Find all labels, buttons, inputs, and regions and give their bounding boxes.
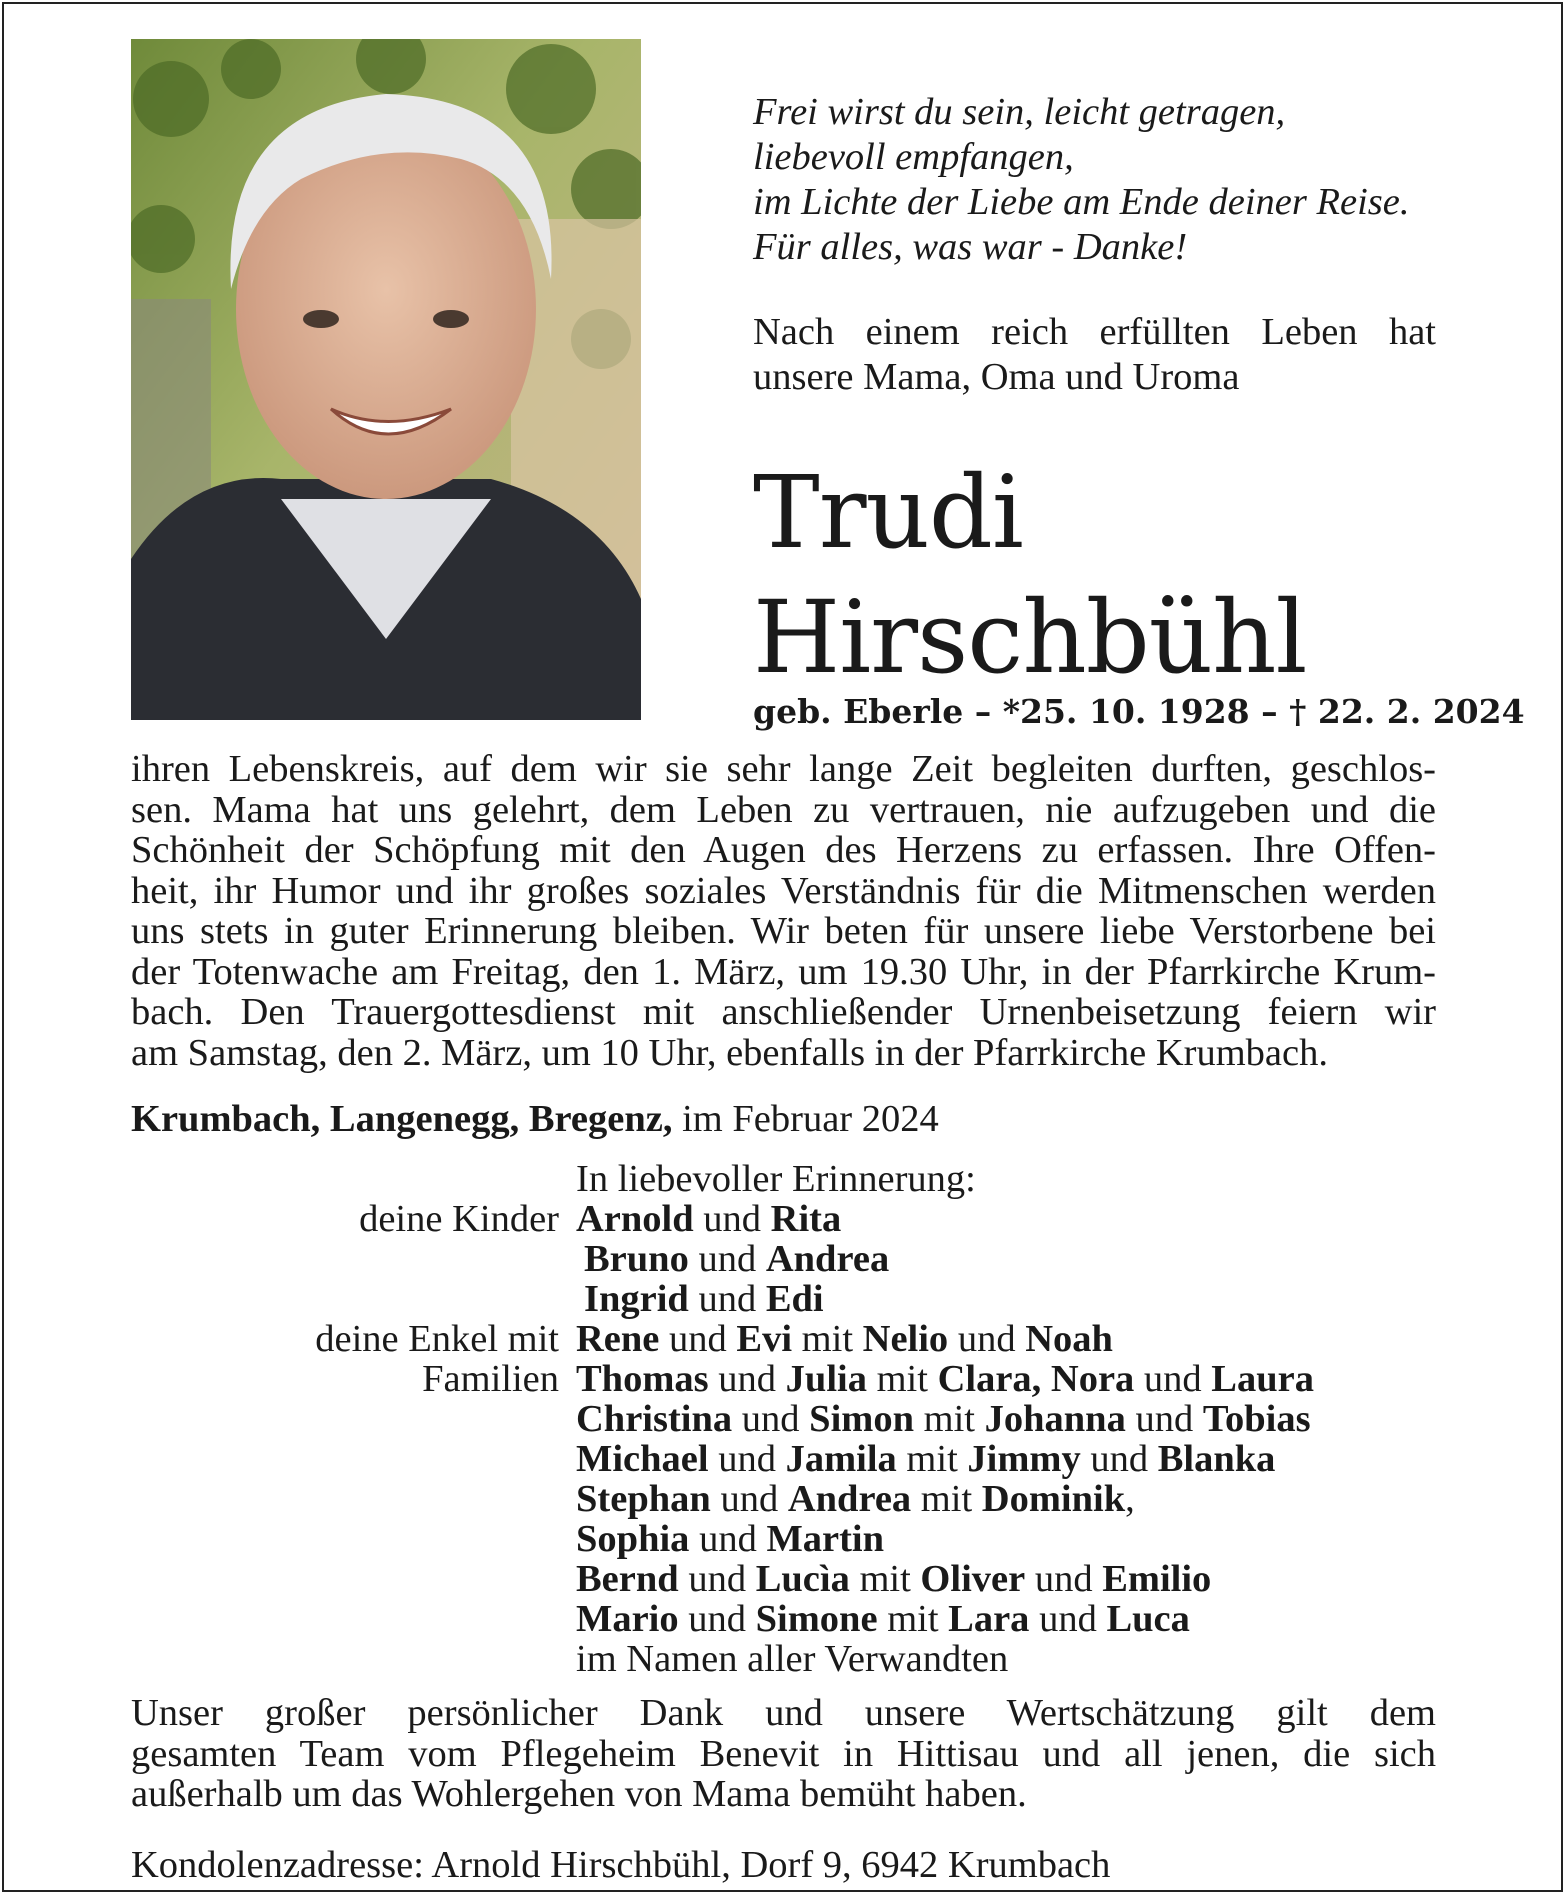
thanks-line: Unser großer persönlicher Dank und unsere Wertschätzung gilt dem bbox=[131, 1692, 1436, 1734]
portrait-photo bbox=[131, 39, 641, 720]
enkel-names bbox=[576, 1519, 884, 1559]
enkel-label bbox=[131, 1519, 576, 1559]
person-name: Christina bbox=[576, 1398, 733, 1440]
connector-text: mit bbox=[911, 1478, 982, 1520]
mourners-closing: im Namen aller Verwandten bbox=[576, 1638, 1009, 1680]
person-name: Stephan bbox=[576, 1478, 711, 1520]
connector-text: und bbox=[1080, 1438, 1158, 1480]
enkel-label bbox=[131, 1399, 576, 1439]
birth-death-dates: geb. Eberle – *25. 10. 1928 – † 22. 2. 2024 bbox=[753, 692, 1525, 731]
enkel-label bbox=[131, 1479, 576, 1519]
person-name: Clara, Nora bbox=[937, 1358, 1135, 1400]
body-line: ihren Lebenskreis, auf dem wir sie sehr lange Zeit begleiten durften, geschlos- bbox=[131, 748, 1436, 790]
person-name: Johanna bbox=[984, 1398, 1126, 1440]
enkel-names bbox=[576, 1479, 1135, 1519]
enkel-names bbox=[576, 1399, 1311, 1439]
body-line: Schönheit der Schöpfung mit den Augen des Herzens zu erfassen. Ihre Offen- bbox=[131, 829, 1436, 871]
enkel-row bbox=[131, 1399, 1451, 1439]
person-name: Martin bbox=[766, 1518, 885, 1560]
kinder-names bbox=[576, 1279, 824, 1319]
kinder-label bbox=[131, 1239, 576, 1279]
person-name: Simon bbox=[809, 1398, 915, 1440]
kinder-row bbox=[131, 1199, 1451, 1239]
last-name: Hirschbühl bbox=[753, 579, 1307, 696]
enkel-row bbox=[131, 1599, 1451, 1639]
enkel-row bbox=[131, 1359, 1451, 1399]
thanks-line: außerhalb um das Wohlergehen von Mama bemüht haben. bbox=[131, 1773, 1027, 1815]
person-name: Rene bbox=[576, 1318, 660, 1360]
connector-text: und bbox=[1125, 1398, 1203, 1440]
person-name: Bernd bbox=[576, 1558, 679, 1600]
person-name: Sophia bbox=[576, 1518, 690, 1560]
mourners-list bbox=[131, 1159, 1451, 1679]
enkel-label: deine Enkel mit bbox=[315, 1318, 559, 1360]
poem-line: liebevoll empfangen, bbox=[753, 136, 1074, 178]
body-line: sen. Mama hat uns gelehrt, dem Leben zu vertrauen, nie aufzugeben und die bbox=[131, 788, 1436, 831]
enkel-row bbox=[131, 1479, 1451, 1519]
kinder-names bbox=[576, 1199, 841, 1239]
connector-text: und bbox=[1029, 1598, 1107, 1640]
enkel-names bbox=[576, 1599, 1190, 1639]
connector-text: mit bbox=[896, 1438, 968, 1480]
person-name: Jamila bbox=[785, 1438, 897, 1480]
person-name: Julia bbox=[785, 1358, 867, 1400]
connector-text: und bbox=[689, 1518, 767, 1560]
poem-line: Frei wirst du sein, leicht getragen, bbox=[753, 91, 1286, 133]
person-name: Oliver bbox=[920, 1558, 1026, 1600]
intro-line: unsere Mama, Oma und Uroma bbox=[753, 356, 1240, 398]
connector-text: und bbox=[710, 1478, 788, 1520]
person-name: Nelio bbox=[862, 1318, 949, 1360]
kinder-label: deine Kinder bbox=[359, 1198, 559, 1240]
person-name: Lara bbox=[948, 1598, 1030, 1640]
first-name: Trudi bbox=[753, 454, 1023, 571]
kinder-row bbox=[131, 1279, 1451, 1319]
connector-text: mit bbox=[914, 1398, 985, 1440]
connector-text: und bbox=[708, 1438, 786, 1480]
person-name: Laura bbox=[1211, 1358, 1314, 1400]
person-name: Luca bbox=[1106, 1598, 1190, 1640]
portrait-image bbox=[131, 39, 641, 720]
body-line: heit, ihr Humor und ihr großes soziales Verständnis für die Mitmenschen werden bbox=[131, 869, 1436, 912]
thanks-text bbox=[131, 1693, 1436, 1815]
enkel-names bbox=[576, 1359, 1314, 1399]
body-line: uns stets in guter Erinnerung bleiben. Wir beten für unsere liebe Verstorbene bei bbox=[131, 910, 1436, 952]
enkel-label bbox=[131, 1439, 576, 1479]
place-names: Krumbach, Langenegg, Bregenz, bbox=[131, 1098, 673, 1140]
person-name: Jimmy bbox=[967, 1438, 1081, 1480]
body-line: am Samstag, den 2. März, um 10 Uhr, ebenfalls in der Pfarrkirche Krumbach. bbox=[131, 1031, 1328, 1074]
person-name: Noah bbox=[1025, 1318, 1113, 1360]
person-name: Simone bbox=[755, 1598, 878, 1640]
person-name: Rita bbox=[770, 1198, 842, 1240]
enkel-label bbox=[131, 1599, 576, 1639]
enkel-names bbox=[576, 1559, 1211, 1599]
connector-text: und bbox=[708, 1358, 786, 1400]
person-name: Arnold bbox=[576, 1198, 694, 1240]
connector-text: mit bbox=[866, 1358, 938, 1400]
poem-line: Für alles, was war - Danke! bbox=[753, 226, 1188, 268]
body-line: der Totenwache am Freitag, den 1. März, um 19.30 Uhr, in der Pfarrkirche Krum- bbox=[131, 950, 1436, 993]
person-name: Blanka bbox=[1157, 1438, 1276, 1480]
connector-text: und bbox=[732, 1398, 810, 1440]
connector-text: und bbox=[948, 1318, 1026, 1360]
enkel-label bbox=[131, 1559, 576, 1599]
connector-text: und bbox=[688, 1278, 766, 1320]
person-name: Ingrid bbox=[584, 1278, 689, 1320]
connector-text: und bbox=[678, 1558, 756, 1600]
connector-text: und bbox=[678, 1598, 756, 1640]
thanks-line: gesamten Team vom Pflegeheim Benevit in Hittisau und all jenen, die sich bbox=[131, 1732, 1436, 1775]
connector-text: mit bbox=[792, 1318, 863, 1360]
deceased-name bbox=[753, 450, 1307, 700]
body-text bbox=[131, 749, 1436, 1073]
connector-text: und bbox=[1025, 1558, 1103, 1600]
person-name: Andrea bbox=[765, 1238, 890, 1280]
person-name: Evi bbox=[736, 1318, 793, 1360]
person-name: Lucìa bbox=[755, 1558, 850, 1600]
enkel-row bbox=[131, 1319, 1451, 1359]
poem bbox=[753, 90, 1453, 270]
enkel-names bbox=[576, 1319, 1113, 1359]
connector-text: , bbox=[1125, 1478, 1135, 1520]
condolence-address: Kondolenzadresse: Arnold Hirschbühl, Dorf 9, 6942 Krumbach bbox=[131, 1844, 1111, 1886]
enkel-row bbox=[131, 1559, 1451, 1599]
person-name: Tobias bbox=[1202, 1398, 1311, 1440]
mourners-heading: In liebevoller Erinnerung: bbox=[576, 1158, 976, 1200]
person-name: Mario bbox=[576, 1598, 679, 1640]
person-name: Bruno bbox=[584, 1238, 689, 1280]
enkel-names bbox=[576, 1439, 1275, 1479]
person-name: Emilio bbox=[1102, 1558, 1212, 1600]
person-name: Edi bbox=[765, 1278, 824, 1320]
connector-text: mit bbox=[877, 1598, 949, 1640]
person-name: Andrea bbox=[787, 1478, 912, 1520]
intro-text bbox=[753, 310, 1436, 400]
enkel-row bbox=[131, 1439, 1451, 1479]
kinder-row bbox=[131, 1239, 1451, 1279]
enkel-label: Familien bbox=[422, 1358, 559, 1400]
connector-text: und bbox=[693, 1198, 771, 1240]
body-line: bach. Den Trauergottesdienst mit anschließender Urnenbeisetzung feiern wir bbox=[131, 991, 1436, 1033]
enkel-row bbox=[131, 1519, 1451, 1559]
intro-line: Nach einem reich erfüllten Leben hat bbox=[753, 311, 1436, 353]
connector-text: und bbox=[659, 1318, 737, 1360]
connector-text: mit bbox=[849, 1558, 921, 1600]
person-name: Michael bbox=[576, 1438, 709, 1480]
kinder-label bbox=[131, 1279, 576, 1319]
poem-line: im Lichte der Liebe am Ende deiner Reise. bbox=[753, 181, 1410, 223]
place-month: im Februar 2024 bbox=[672, 1098, 939, 1140]
kinder-names bbox=[576, 1239, 889, 1279]
connector-text: und bbox=[1134, 1358, 1212, 1400]
place-date bbox=[131, 1097, 1436, 1141]
connector-text: und bbox=[688, 1238, 766, 1280]
person-name: Thomas bbox=[576, 1358, 709, 1400]
person-name: Dominik bbox=[981, 1478, 1126, 1520]
